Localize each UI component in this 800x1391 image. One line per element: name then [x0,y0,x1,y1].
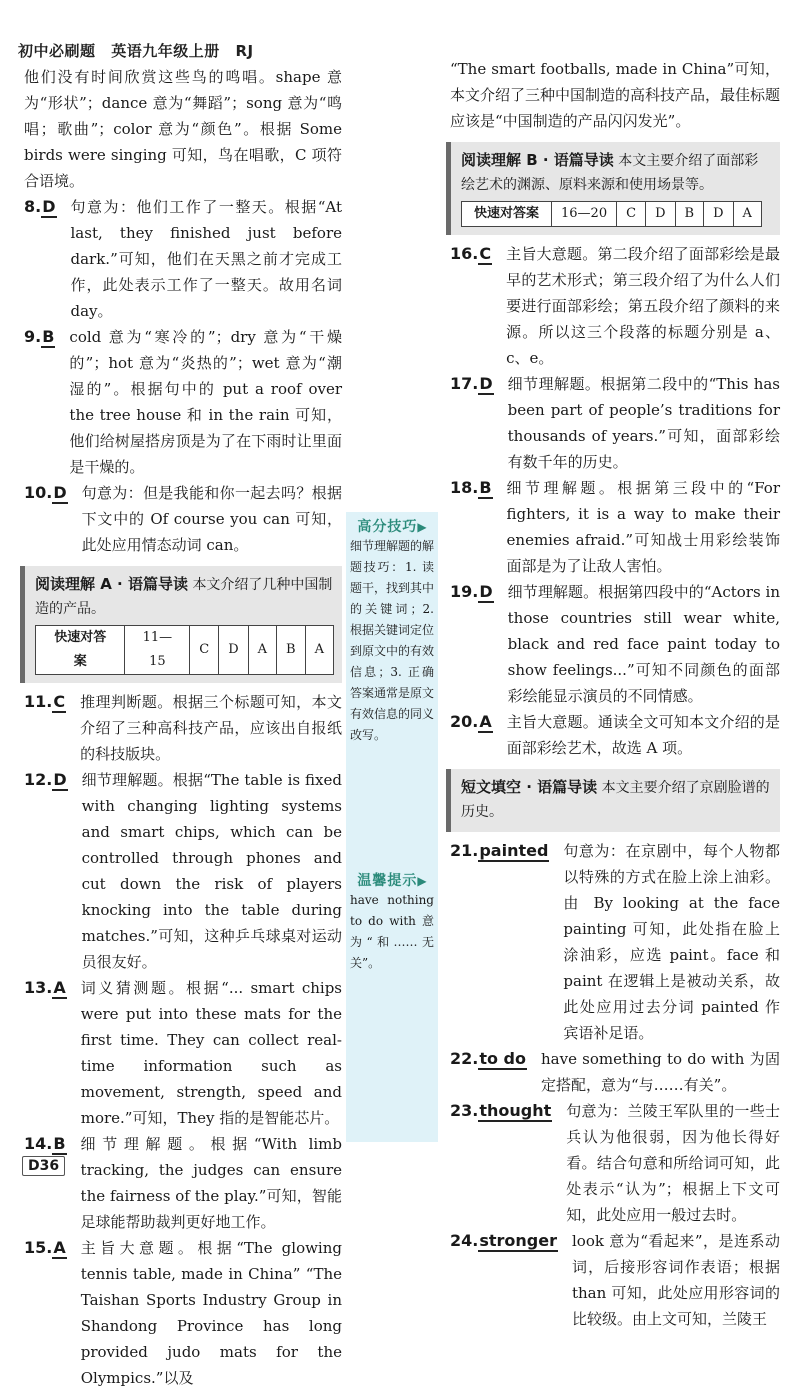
section-summary: 本文主要介绍了京剧脸谱的历史。 [461,780,770,820]
tip-title-high-score: 高分技巧 [357,519,418,535]
item-explanation: have something to do with 为固定搭配，意为“与……有关”。 [541,1050,780,1094]
item-number: 8. [24,197,42,216]
tip-body-high-score: 细节理解题的解题技巧：1. 读题干，找到其中的关键词；2. 根据关键词定位到原文中的有效信息；3. 正确答案通常是原文有效信息的同义改写。 [350,539,435,742]
answer-item-22 [450,1046,780,1098]
book-title: 初中必刷题 [18,42,96,60]
answer-item-23 [450,1098,780,1228]
item-answer: B [479,478,492,497]
item-answer: A [53,1238,66,1257]
section-summary: 本文主要介绍了面部彩绘艺术的渊源、原料来源和使用场景等。 [461,153,759,193]
item-explanation: 细节理解题。根据第三段中的“For fighters, it is a way to make their enemies afraid.”可知战士用彩绘装饰面部是为了让敌人害怕。 [506,479,780,575]
quick-answer-label: 快速对答案 [462,202,552,227]
quick-answer-label: 快速对答案 [36,626,125,675]
answer-cell: B [675,202,704,227]
item-number: 10. [24,483,53,502]
item-answer: C [53,692,66,711]
answer-item-10 [24,480,342,558]
continued-text: 他们没有时间欣赏这些鸟的鸣唱。shape 意为“形状”；dance 意为“舞蹈”；song 意为“鸣唱；歌曲”；color 意为“颜色”。根据 Some birds were singing 可知，鸟在唱歌，C 项符合语境。 [24,68,342,190]
answer-cell: D [704,202,733,227]
right-column [450,56,780,1332]
answer-cell: B [277,626,306,675]
item-explanation: 句意为：在京剧中，每个人物都以特殊的方式在脸上涂上油彩。由 By looking at the face painting 可知，此处指在脸上涂油彩，应选 paint。face 和 paint 在逻辑上是被动关系，故此处应用过去分词 painted 作宾语补足语。 [563,842,780,1042]
item-explanation: 主旨大意题。通读全文可知本文介绍的是面部彩绘艺术，故选 A 项。 [506,713,780,757]
arrow-right-icon: ▶ [417,874,427,888]
continued-text: “The smart footballs, made in China”可知，本文介绍了三种中国制造的高科技产品，最佳标题应该是“中国制造的产品闪闪发光”。 [450,60,781,130]
item-explanation: 主旨大意题。第二段介绍了面部彩绘是最早的艺术形式；第三段介绍了为什么人们要进行面部彩绘；第五段介绍了颜料的来源。所以这三个段落的标题分别是 a、c、e。 [506,245,780,367]
answer-item-13 [24,975,342,1131]
answer-item-17 [450,371,780,475]
reading-a-guide-box [20,566,342,683]
item-explanation: 细节理解题。根据第四段中的“Actors in those countries still wear white, black and red face paint today to show feelings...”可知不同颜色的面部彩绘能显示演员的不同情感。 [507,583,780,705]
item-answer: D [42,197,56,216]
tips-sidebar [346,512,438,1142]
answer-item-8 [24,194,342,324]
item-explanation: 词义猜测题。根据“... smart chips were put into these mats for the first time. They can collect real-time information such as movement, strength, speed and more.”可知，They 指的是智能芯片。 [80,979,342,1127]
left-column [24,64,342,1391]
edition-label: RJ [235,42,254,60]
item-answer: thought [479,1101,552,1120]
item-explanation: 主旨大意题。根据“The glowing tennis table, made in China” “The Taishan Sports Industry Group in Shandong Province has long provided judo mats for the Olympics.”以及 [80,1239,342,1387]
item-answer: D [53,483,67,502]
item-number: 21. [450,841,479,860]
arrow-right-icon: ▶ [417,520,427,534]
item-number: 9. [24,327,42,346]
answer-item-12 [24,767,342,975]
quick-answer-table [461,201,762,227]
item-explanation: 句意为：但是我能和你一起去吗？根据下文中的 Of course you can 可知，此处应用情态动词 can。 [81,484,342,554]
section-title: 阅读理解 B · 语篇导读 [461,151,614,169]
item-number: 24. [450,1231,479,1250]
section-title: 短文填空 · 语篇导读 [461,778,598,796]
item-explanation: 细节理解题。根据第二段中的“This has been part of people’s traditions for thousands of years.”可知，面部彩绘有数千年的历史。 [507,375,780,471]
answer-cell: A [248,626,276,675]
page-header [18,40,264,61]
item-number: 18. [450,478,479,497]
answer-cell: C [617,202,646,227]
answer-cell: A [733,202,761,227]
answer-item-24 [450,1228,780,1332]
answer-cell: C [190,626,219,675]
item-number: 15. [24,1238,53,1257]
item-answer: A [479,712,492,731]
answer-cell: D [219,626,248,675]
answer-cell: A [305,626,333,675]
item-number: 17. [450,374,479,393]
answer-item-19 [450,579,780,709]
item-explanation: 细节理解题。根据“The table is fixed with changing lighting systems and smart chips, which can be controlled through phones and cut down the risk of players knocking into the table during matches.”可知，这种乒乓球桌对运动员很友好。 [81,771,342,971]
answer-item-16 [450,241,780,371]
item-answer: B [42,327,55,346]
quick-answer-table [35,625,334,675]
answer-item-15 [24,1235,342,1391]
answer-item-11 [24,689,342,767]
cloze-guide-box [446,769,780,832]
item-answer: A [53,978,66,997]
answer-item-14 [24,1131,342,1235]
item-number: 12. [24,770,53,789]
reading-b-guide-box [446,142,780,235]
item-answer: painted [479,841,549,860]
item-number: 13. [24,978,53,997]
item-number: 16. [450,244,479,263]
tip-body-reminder: have nothing to do with 意为“和……无关”。 [350,893,434,970]
item-number: 11. [24,692,53,711]
item-explanation: 推理判断题。根据三个标题可知，本文介绍了三种高科技产品，应该出自报纸的科技版块。 [80,693,342,763]
item-explanation: 句意为：兰陵王军队里的一些士兵认为他很弱，因为他长得好看。结合句意和所给词可知，此处表示“认为”；根据上下文可知，此处应用一般过去时。 [566,1102,780,1224]
item-answer: D [479,582,493,601]
answer-item-9 [24,324,342,480]
item-answer: stronger [479,1231,557,1250]
answer-range: 16—20 [552,202,617,227]
answer-item-18 [450,475,780,579]
item-answer: D [479,374,493,393]
item-number: 23. [450,1101,479,1120]
page-number: D36 [22,1156,65,1176]
answer-item-20 [450,709,780,761]
item-number: 22. [450,1049,479,1068]
answer-item-21 [450,838,780,1046]
section-summary: 本文介绍了几种中国制造的产品。 [35,577,333,617]
item-explanation: 细节理解题。根据“With limb tracking, the judges can ensure the fairness of the play.”可知，智能足球能帮助裁判更好地工作。 [80,1135,342,1231]
subject-title: 英语九年级上册 [111,42,220,60]
item-answer: to do [479,1049,526,1068]
item-number: 20. [450,712,479,731]
item-answer: B [53,1134,66,1153]
item-answer: C [479,244,492,263]
item-answer: D [53,770,67,789]
answer-range: 11—15 [125,626,190,675]
answer-cell: D [646,202,675,227]
item-explanation: 句意为：他们工作了一整天。根据“At last, they finished just before dark.”可知，他们在天黑之前才完成工作，此处表示工作了一整天。故用名词 day。 [70,198,342,320]
item-explanation: look 意为“看起来”，是连系动词，后接形容词作表语；根据 than 可知，此处应用形容词的比较级。由上文可知，兰陵王 [571,1232,780,1328]
tip-title-reminder: 温馨提示 [357,873,418,889]
section-title: 阅读理解 A · 语篇导读 [35,575,188,593]
item-number: 14. [24,1134,53,1153]
item-number: 19. [450,582,479,601]
item-explanation: cold 意为“寒冷的”；dry 意为“干燥的”；hot 意为“炎热的”；wet 意为“潮湿的”。根据句中的 put a roof over the tree house 和 in the rain 可知，他们给树屋搭房顶是为了在下雨时让里面是干燥的。 [69,328,342,476]
